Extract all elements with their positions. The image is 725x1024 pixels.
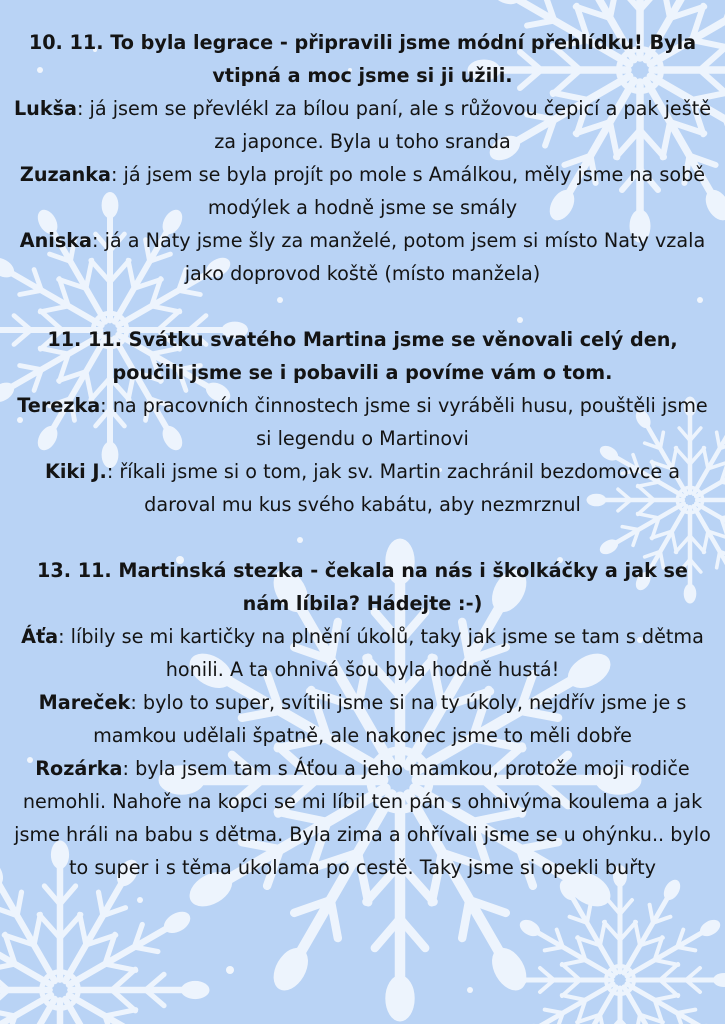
child-name: Mareček [38,691,131,714]
child-name: Áťa [21,625,59,648]
child-name: Rozárka [35,757,123,780]
child-name: Terezka [17,394,101,417]
section-martin-trail [0,554,725,884]
section-fashion-show [0,26,725,290]
section-st-martin [0,323,725,521]
entry-marecek [0,686,725,752]
entry-zuzanka [0,158,725,224]
entry-ata [0,620,725,686]
entry-text: : říkali jsme si o tom, jak sv. Martin zachránil bezdomovce a daroval mu kus svého kabátu, aby nezmrznul [106,460,681,516]
entry-text: : líbily se mi kartičky na plnění úkolů, taky jak jsme se tam s dětma honili. A ta ohnivá šou byla hodně hustá! [58,625,704,681]
child-name: Lukša [13,97,77,120]
child-name: Zuzanka [19,163,111,186]
entry-luksa [0,92,725,158]
entry-aniska [0,224,725,290]
child-name: Kiki J. [44,460,107,483]
section-heading: 10. 11. To byla legrace - připravili jsme módní přehlídku! Byla vtipná a moc jsme si ji užili. [28,31,697,87]
section-heading: 11. 11. Svátku svatého Martina jsme se věnovali celý den, poučili jsme se i pobavili a povíme vám o tom. [47,328,678,384]
entry-text: : bylo to super, svítili jsme si na ty úkoly, nejdřív jsme je s mamkou udělali špatně, ale nakonec jsme to měli dobře [93,691,687,747]
child-name: Aniska [19,229,92,252]
document-body [0,26,725,917]
section-heading: 13. 11. Martinská stezka - čekala na nás i školkáčky a jak se nám líbila? Hádejte :-) [37,559,688,615]
entry-text: : na pracovních činnostech jsme si vyráběli husu, pouštěli jsme si legendu o Martinovi [100,394,708,450]
entry-text: : byla jsem tam s Áťou a jeho mamkou, protože moji rodiče nemohli. Nahoře na kopci se mi líbil ten pán s ohnivýma koulema a jak jsme hráli na babu s dětma. Byla zima a ohřívali jsme se u ohýnku.. bylo to super i s těma úkolama po cestě. Taky jsme si opekli buřty [14,757,711,879]
entry-text: : já jsem se převlékl za bílou paní, ale s růžovou čepicí a pak ještě za japonce. Byla u toho sranda [76,97,712,153]
entry-text: : já jsem se byla projít po mole s Amálkou, měly jsme na sobě modýlek a hodně jsme se smály [110,163,706,219]
entry-kiki [0,455,725,521]
entry-rozarka [0,752,725,884]
entry-terezka [0,389,725,455]
entry-text: : já a Naty jsme šly za manželé, potom jsem si místo Naty vzala jako doprovod koště (místo manžela) [92,229,706,285]
